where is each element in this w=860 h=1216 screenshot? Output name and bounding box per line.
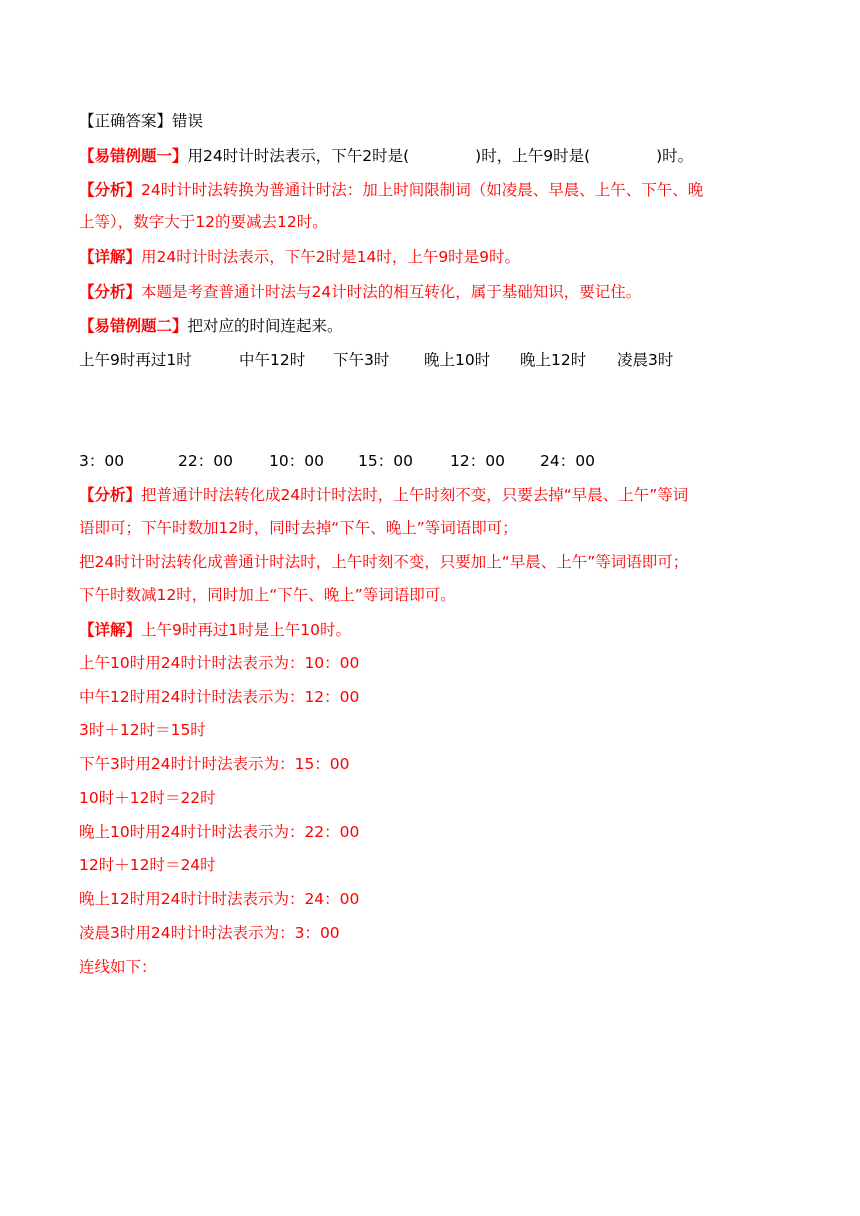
- detail1-line: [79, 246, 520, 268]
- detail2-label: 【详解】: [79, 621, 142, 639]
- detail2-line: 中午12时用24时计时法表示为：12：00: [79, 688, 360, 706]
- detail2-line: 凌晨3时用24时计时法表示为：3：00: [79, 924, 340, 942]
- analysis1-line2: 上等），数字大于12的要减去12时。: [79, 213, 328, 231]
- analysis1-text1: 24时计时法转换为普通计时法：加上时间限制词（如凌晨、早晨、上午、下午、晚: [141, 181, 704, 199]
- detail2-line: 3时＋12时＝15时: [79, 721, 206, 739]
- digital-time-item: 22：00: [178, 452, 233, 470]
- digital-time-item: 24：00: [540, 452, 595, 470]
- analysis1-line1: [79, 179, 703, 201]
- detail2-line: 晚上10时用24时计时法表示为：22：00: [79, 823, 360, 841]
- detail2-first-text: 上午9时再过1时是上午10时。: [141, 621, 351, 639]
- detail1-text: 用24时计时法表示，下午2时是14时，上午9时是9时。: [141, 248, 521, 266]
- time-phrase-item: 凌晨3时: [617, 351, 674, 369]
- time-phrase-item: 中午12时: [239, 351, 306, 369]
- analysis2-label: 【分析】: [79, 486, 142, 504]
- time-phrase-item: 下午3时: [333, 351, 390, 369]
- analysis2-line4: 下午时数减12时，同时加上“下午、晚上”等词语即可。: [79, 586, 456, 604]
- analysis1b-line: [79, 281, 641, 303]
- detail2-line: 12时＋12时＝24时: [79, 856, 216, 874]
- digital-time-item: 3：00: [79, 452, 125, 470]
- answer-line: [79, 110, 203, 132]
- detail1-label: 【详解】: [79, 248, 142, 266]
- example2-line: [79, 315, 343, 337]
- example1-label: 【易错例题一】: [79, 147, 188, 165]
- example1-line: [79, 145, 693, 167]
- example1-question-part3: )时。: [656, 147, 694, 165]
- detail2-line: 上午10时用24时计时法表示为：10：00: [79, 654, 360, 672]
- analysis1b-label: 【分析】: [79, 283, 142, 301]
- example2-text: 把对应的时间连起来。: [187, 317, 343, 335]
- detail2-line: 下午3时用24时计时法表示为：15：00: [79, 755, 350, 773]
- analysis1b-text: 本题是考查普通计时法与24计时法的相互转化，属于基础知识，要记住。: [141, 283, 642, 301]
- detail2-line: 晚上12时用24时计时法表示为：24：00: [79, 890, 360, 908]
- detail2-line: 连线如下：: [79, 958, 157, 976]
- analysis2-line3: 把24时计时法转化成普通计时法时，上午时刻不变，只要加上“早晨、上午”等词语即可；: [79, 553, 689, 571]
- digital-time-item: 10：00: [269, 452, 324, 470]
- example2-label: 【易错例题二】: [79, 317, 188, 335]
- answer-label: 【正确答案】: [79, 112, 173, 130]
- digital-time-item: 12：00: [450, 452, 505, 470]
- detail2-line: 10时＋12时＝22时: [79, 789, 216, 807]
- example1-question-part2: )时，上午9时是(: [475, 147, 591, 165]
- analysis2-line2: 语即可；下午时数加12时，同时去掉“下午、晚上”等词语即可；: [79, 519, 518, 537]
- detail2-line-first: [79, 619, 351, 641]
- analysis2-text1: 把普通计时法转化成24时计时法时，上午时刻不变，只要去掉“早晨、上午”等词: [141, 486, 689, 504]
- analysis1-label: 【分析】: [79, 181, 142, 199]
- time-phrase-item: 晚上12时: [520, 351, 587, 369]
- digital-time-item: 15：00: [358, 452, 413, 470]
- time-phrase-item: 晚上10时: [424, 351, 491, 369]
- example1-question-part1: 用24时计时法表示，下午2时是(: [187, 147, 410, 165]
- answer-text: 错误: [172, 112, 204, 130]
- analysis2-line1: [79, 484, 688, 506]
- time-phrase-item: 上午9时再过1时: [79, 351, 192, 369]
